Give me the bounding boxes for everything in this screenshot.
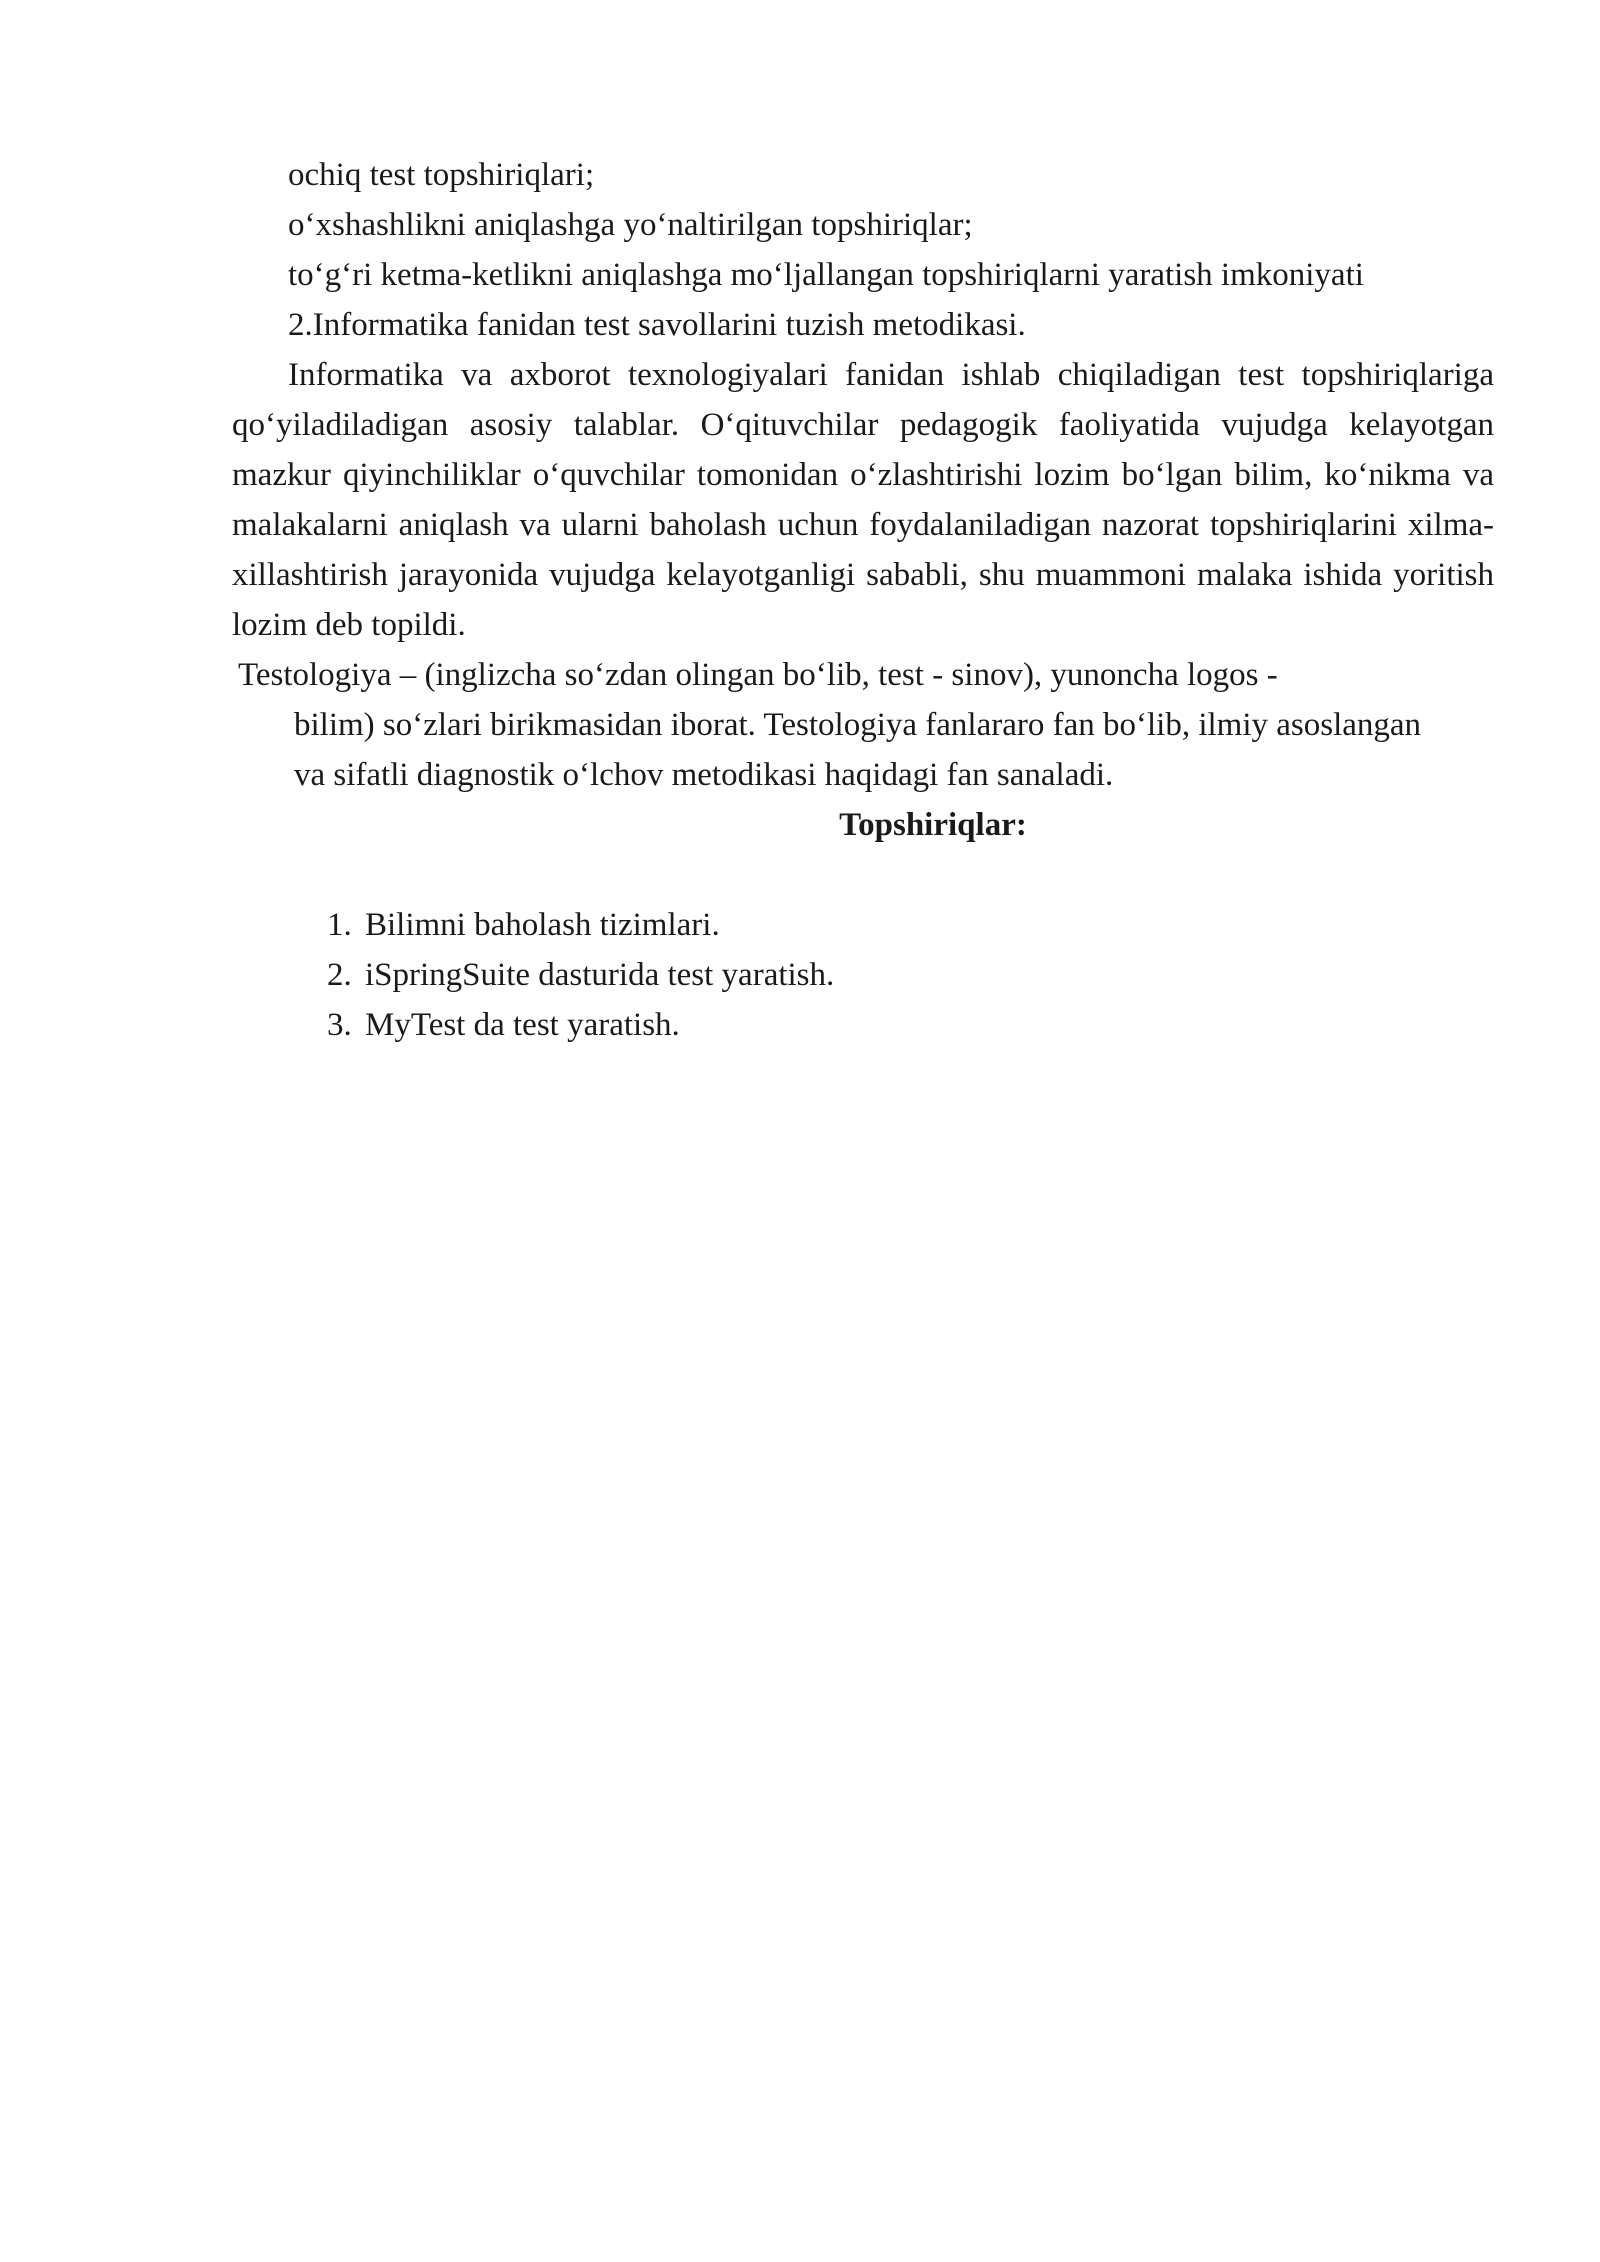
list-line-open-tasks: ochiq test topshiriqlari;	[288, 157, 595, 193]
list-item-text: Bilimni baholash tizimlari.	[365, 907, 720, 943]
paragraph-requirements: Informatika va axborot texnologiyalari fanidan ishlab chiqiladigan test topshiriqlariga qo‘yiladiladigan asosiy talablar. O‘qituvchilar pedagogik faoliyatida vujudga kelayotgan mazkur qiyinchiliklar o‘quvchilar tomonidan o‘zlashtirishi lozim bo‘lgan bilim, ko‘nikma va malakalarni aniqlash va ularni baholash uchun foydalaniladigan nazorat topshiriqlarini xilma-xillashtirish jarayonida vujudga kelayotganligi sababli, shu muammoni malaka ishida yoritish lozim deb topildi.	[232, 357, 1494, 643]
list-item	[327, 950, 1494, 1000]
list-line-sequence-tasks: to‘g‘ri ketma-ketlikni aniqlashga mo‘ljallangan topshiriqlarni yaratish imkoniyati	[288, 257, 1364, 293]
tasks-heading: Topshiriqlar:	[839, 807, 1027, 843]
paragraph-testology-first-line: Testologiya – (inglizcha so‘zdan olingan bo‘lib, test - sinov), yunoncha logos -	[238, 657, 1278, 693]
paragraph-testology-rest: bilim) so‘zlari birikmasidan iborat. Testologiya fanlararo fan bo‘lib, ilmiy asoslangan va sifatli diagnostik o‘lchov metodikasi haqidagi fan sanaladi.	[294, 707, 1422, 793]
list-item-number: 3.	[327, 1007, 352, 1043]
list-item-text: MyTest da test yaratish.	[365, 1007, 680, 1043]
list-item-number: 1.	[327, 907, 352, 943]
list-item	[327, 1000, 1494, 1050]
list-item	[327, 900, 1494, 950]
list-line-similarity-tasks: o‘xshashlikni aniqlashga yo‘naltirilgan topshiriqlar;	[288, 207, 973, 243]
tasks-list	[232, 900, 1494, 1050]
section-title: 2.Informatika fanidan test savollarini tuzish metodikasi.	[288, 307, 1026, 343]
paragraph-testology	[238, 650, 1494, 800]
list-item-number: 2.	[327, 957, 352, 993]
document-body	[232, 150, 1494, 1050]
list-item-text: iSpringSuite dasturida test yaratish.	[365, 957, 835, 993]
